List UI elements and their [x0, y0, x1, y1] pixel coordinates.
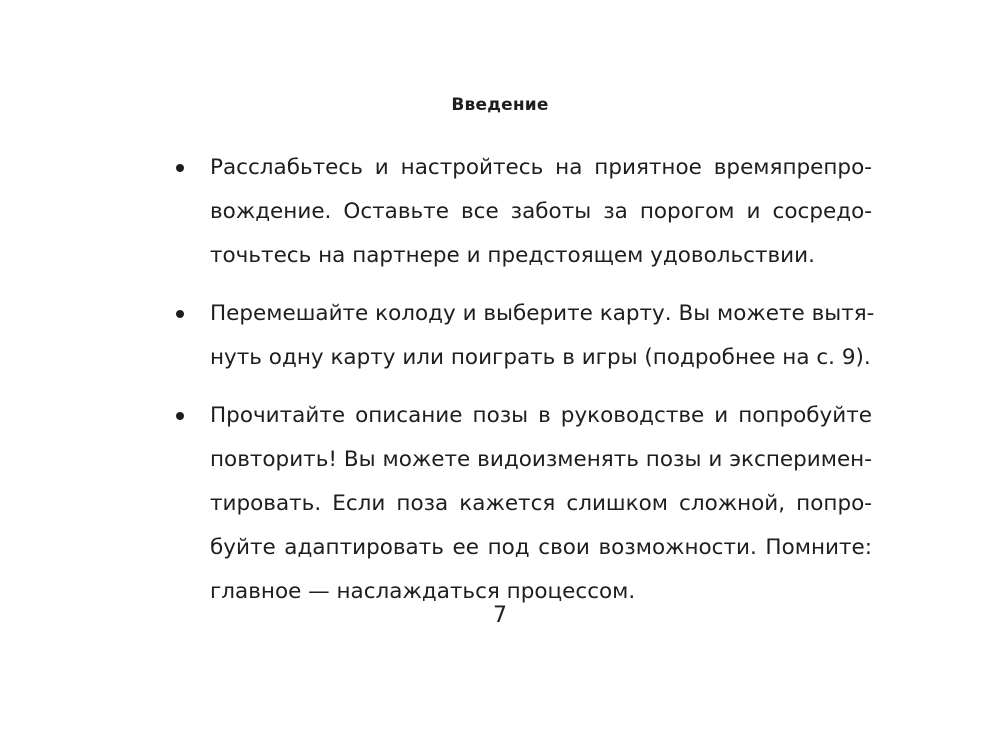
- paragraph-line: главное — наслаждаться процессом.: [210, 579, 636, 604]
- list-item: [172, 292, 875, 380]
- list-item: [172, 146, 872, 278]
- bullet-icon: [176, 412, 184, 420]
- paragraph-line: точьтесь на партнере и предстоящем удовольствии.: [210, 243, 815, 268]
- bullet-icon: [176, 164, 184, 172]
- paragraph-line: нуть одну карту или поиграть в игры (подробнее на с. 9).: [210, 345, 871, 370]
- paragraph-line: тировать. Если поза кажется слишком сложной, попро-: [210, 491, 872, 516]
- paragraph-line: вождение. Оставьте все заботы за порогом и сосредо-: [210, 199, 872, 224]
- list-item: [172, 394, 872, 614]
- paragraph-line: повторить! Вы можете видоизменять позы и эксперимен-: [210, 447, 872, 472]
- paragraph-line: Расслабьтесь и настройтесь на приятное времяпрепро-: [210, 155, 872, 180]
- paragraph-line: Перемешайте колоду и выберите карту. Вы можете вытя-: [210, 301, 875, 326]
- paragraph-line: буйте адаптировать ее под свои возможности. Помните:: [210, 535, 872, 560]
- page-number: 7: [493, 603, 507, 628]
- paragraph-line: Прочитайте описание позы в руководстве и попробуйте: [210, 403, 872, 428]
- bullet-icon: [176, 310, 184, 318]
- bullet-list: [172, 146, 875, 628]
- section-header: Введение: [451, 95, 549, 115]
